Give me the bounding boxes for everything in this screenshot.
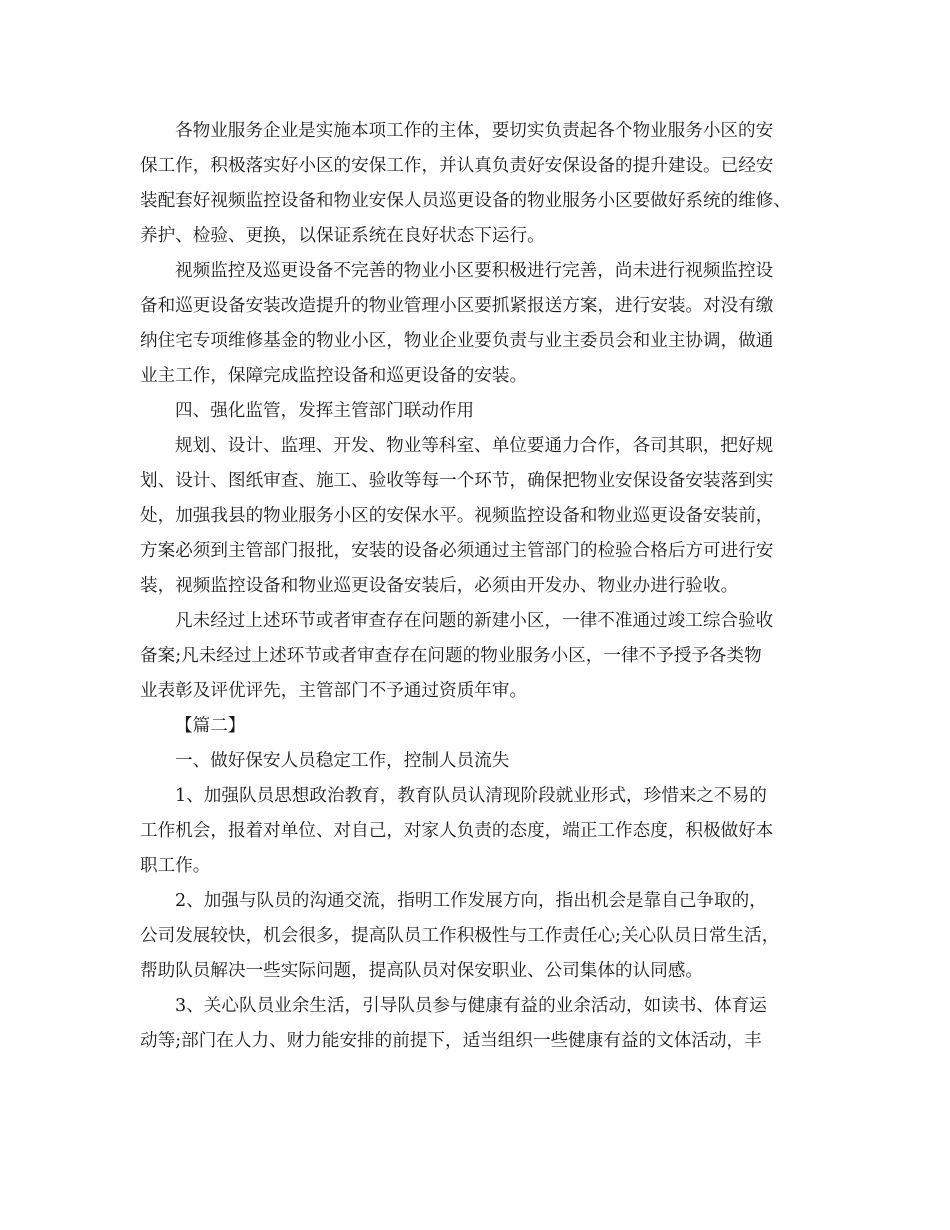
text-line: 备案;凡未经过上述环节或者审查存在问题的物业服务小区，一律不予授予各类物: [140, 646, 762, 666]
part-heading: 【篇二】: [175, 716, 246, 736]
text-line: 规划、设计、监理、开发、物业等科室、单位要通力合作，各司其职，把好规: [175, 436, 774, 456]
text-line: 养护、检验、更换，以保证系统在良好状态下运行。: [140, 226, 545, 246]
text-line: 业主工作，保障完成监控设备和巡更设备的安装。: [140, 366, 528, 386]
text-line: 职工作。: [140, 856, 211, 876]
section-heading: 四、强化监管，发挥主管部门联动作用: [175, 401, 475, 421]
text-line: 装，视频监控设备和物业巡更设备安装后，必须由开发办、物业办进行验收。: [140, 576, 739, 596]
text-line: 视频监控及巡更设备不完善的物业小区要积极进行完善，尚未进行视频监控设: [175, 261, 774, 281]
text-line: 划、设计、图纸审查、施工、验收等每一个环节，确保把物业安保设备安装落到实: [140, 471, 774, 491]
text-line: 装配套好视频监控设备和物业安保人员巡更设备的物业服务小区要做好系统的维修、: [140, 191, 791, 211]
document-body: [140, 114, 810, 1059]
text-line: 方案必须到主管部门报批，安装的设备必须通过主管部门的检验合格后方可进行安: [140, 541, 774, 561]
text-line: 3、关心队员业余生活，引导队员参与健康有益的业余活动，如读书、体育运: [175, 996, 767, 1016]
text-line: 公司发展较快，机会很多，提高队员工作积极性与工作责任心;关心队员日常生活，: [140, 926, 780, 946]
text-line: 帮助队员解决一些实际问题，提高队员对保安职业、公司集体的认同感。: [140, 961, 704, 981]
text-line: 1、加强队员思想政治教育，教育队员认清现阶段就业形式，珍惜来之不易的: [175, 786, 767, 806]
section-heading: 一、做好保安人员稳定工作，控制人员流失: [175, 751, 510, 771]
text-line: 处，加强我县的物业服务小区的安保水平。视频监控设备和物业巡更设备安装前，: [140, 506, 774, 526]
text-line: 工作机会，报着对单位、对自己，对家人负责的态度，端正工作态度，积极做好本: [140, 821, 774, 841]
text-line: 动等;部门在人力、财力能安排的前提下，适当组织一些健康有益的文体活动，丰: [140, 1031, 762, 1051]
text-line: 备和巡更设备安装改造提升的物业管理小区要抓紧报送方案，进行安装。对没有缴: [140, 296, 774, 316]
text-line: 各物业服务企业是实施本项工作的主体，要切实负责起各个物业服务小区的安: [175, 121, 774, 141]
text-line: 业表彰及评优评先，主管部门不予通过资质年审。: [140, 681, 528, 701]
text-line: 凡未经过上述环节或者审查存在问题的新建小区，一律不准通过竣工综合验收: [175, 611, 774, 631]
text-line: 保工作，积极落实好小区的安保工作，并认真负责好安保设备的提升建设。已经安: [140, 156, 774, 176]
text-line: 2、加强与队员的沟通交流，指明工作发展方向，指出机会是靠自己争取的，: [175, 891, 767, 911]
text-line: 纳住宅专项维修基金的物业小区，物业企业要负责与业主委员会和业主协调，做通: [140, 331, 774, 351]
